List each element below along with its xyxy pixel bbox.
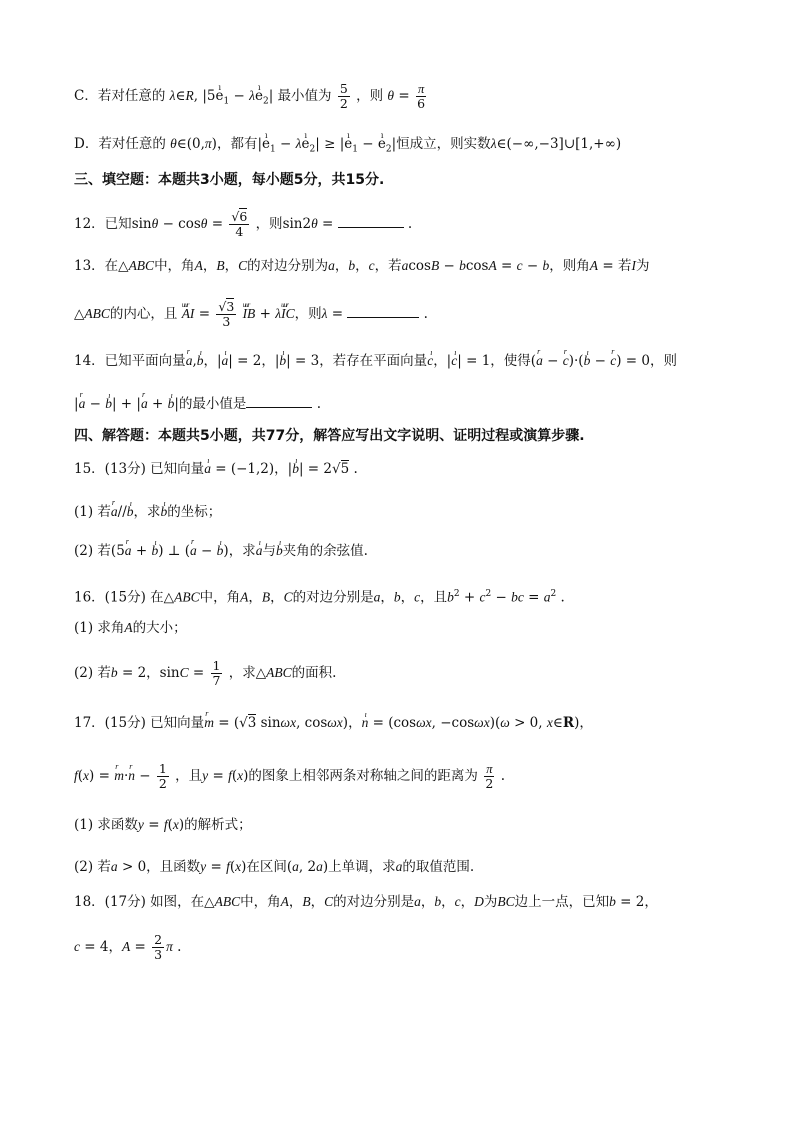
answer-blank xyxy=(347,305,419,318)
question-13: 13．在△ABC中，角A，B，C的对边分别为a，b，c，若acosB − bcosA = c − b，则角A = 若I为 xyxy=(74,258,650,274)
fraction: $\frac{\pi}{6}$ xyxy=(417,82,426,111)
fraction: $\frac{5}{2}$ xyxy=(339,81,348,111)
section-heading-solutions: 四、解答题：本题共5小题，共77分，解答应写出文字说明、证明过程或演算步骤. xyxy=(74,428,585,444)
question-16-part-1: (1) 求角A的大小； xyxy=(74,620,187,636)
fraction: $\frac{2}{3}$ xyxy=(154,932,163,962)
question-16-part-2: (2) 若b = 2，sinC = $\frac{1}{7}$ ，求△ABC的面积. xyxy=(74,658,337,688)
option-c: C．若对任意的 λ∈R, |5ı $e_1$ − λı $e_2|$ 最小值为 $\frac{5}{2}$ ，则 θ = $\frac{\pi}{6}$ xyxy=(74,82,734,112)
question-16: 16．(15分) 在△ABC中，角A，B，C的对边分别是a，b，c，且$b^2 + c^2$ − bc = $a^2$ . xyxy=(74,589,565,606)
question-14: 14．已知平面向量r a,ı b，|ı a| = 2，|ı b| = 3，若存在平面向量ı c，|ı c| = 1，使得(r a − r c)·(ı b − r c) = 0，则 xyxy=(74,351,734,371)
question-14-cont: |r a − ı b| + |r a + ı b|的最小值是 . xyxy=(74,394,734,414)
question-15-part-1: (1) 若r a//ı b，求ı b的坐标； xyxy=(74,502,734,522)
fraction: $\frac{1}{7}$ xyxy=(212,658,221,688)
question-17-cont: f(x) = r m·r n − $\frac{1}{2}$ ，且y = f(x)的图象上相邻两条对称轴之间的距离为 $\frac{\pi}{2}$ . xyxy=(74,762,734,791)
question-13-cont: △ABC的内心，且 uur AI = $\frac{√3}{3}$ uur IB + λuur IC，则λ = . xyxy=(74,300,734,329)
question-17: 17．(15分) 已知向量r m = (√3 sinωx, cosωx)，ı n = (cosωx, −cosωx)(ω > 0, x∈R)， xyxy=(74,713,734,733)
answer-blank xyxy=(246,395,312,408)
answer-blank xyxy=(338,215,404,228)
question-17-part-2: (2) 若a > 0，且函数y = f(x)在区间(a, 2a)上单调，求a的取值范围. xyxy=(74,859,475,875)
fraction: $\frac{√6}{4}$ xyxy=(231,209,248,239)
question-18: 18．(17分) 如图，在△ABC中，角A，B，C的对边分别是a，b，c，D为BC边上一点，已知b = 2， xyxy=(74,894,658,910)
question-18-cont: c = 4，A = $\frac{2}{3}$ π . xyxy=(74,932,182,962)
section-heading-fill-in: 三、填空题：本题共3小题，每小题5分，共15分. xyxy=(74,172,385,188)
fraction: $\frac{1}{2}$ xyxy=(158,761,167,791)
fraction: $\frac{√3}{3}$ xyxy=(218,299,235,329)
fraction: $\frac{\pi}{2}$ xyxy=(485,762,494,791)
question-15-part-2: (2) 若(5r a + ı b) ⊥ (r a − ı b)，求ı a与ı b夹角的余弦值. xyxy=(74,541,734,561)
question-15: 15．(13分) 已知向量ı a = (−1,2)，|ı b| = 2√5 . xyxy=(74,459,734,479)
option-d: D．若对任意的 θ∈(0,π)，都有|ı $e_1$ − λı $e_2|$ ≥ |ı $e_1$ − ı $e_2|$恒成立，则实数λ∈(−∞,−3]∪[1,+∞) xyxy=(74,134,734,160)
question-12: 12．已知sinθ − cosθ = $\frac{√6}{4}$ ，则sin2θ = . xyxy=(74,209,413,239)
question-17-part-1: (1) 求函数y = f(x)的解析式； xyxy=(74,817,252,833)
